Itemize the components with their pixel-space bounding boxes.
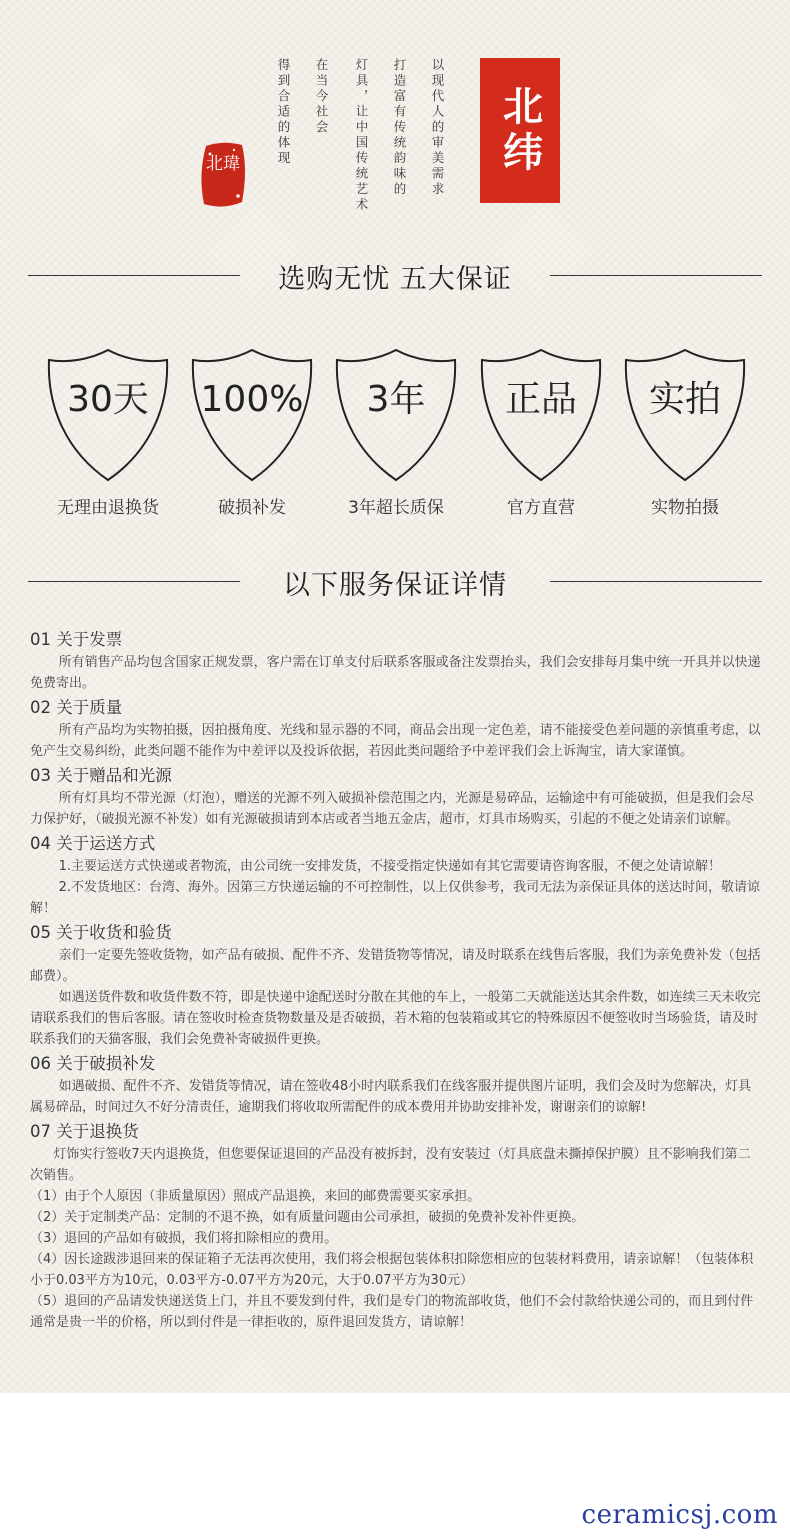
divider-right bbox=[550, 275, 762, 276]
guarantee-caption: 实物拍摄 bbox=[651, 498, 719, 518]
slogan-column-1: 以现代人的审美需求 bbox=[430, 58, 445, 198]
divider-left bbox=[28, 275, 240, 276]
section-paragraph: （5）退回的产品请发快递送货上门，并且不要发到付件，我们是专门的物流部收货，他们不会付款给快递公司的，而且到付件通常是贵一半的价格，所以到付件是一律拒收的，原件退回发货方，请谅解！ bbox=[30, 1294, 754, 1330]
section-heading: 03 关于赠品和光源 bbox=[30, 766, 172, 785]
guarantee-title: 选购无忧 五大保证 bbox=[278, 264, 512, 295]
watermark-text: ceramicsj.com bbox=[581, 1500, 778, 1530]
slogan-column-5: 得到合适的体现 bbox=[276, 58, 291, 167]
guarantee-value: 3年 bbox=[366, 379, 426, 420]
details-title: 以下服务保证详情 bbox=[283, 570, 507, 601]
section-heading: 06 关于破损补发 bbox=[30, 1054, 156, 1073]
section-heading: 07 关于退换货 bbox=[30, 1122, 139, 1141]
guarantee-shield bbox=[478, 348, 604, 482]
seal-text: 北瑋 bbox=[206, 154, 240, 174]
section-paragraph: （4）因长途跋涉退回来的保证箱子无法再次使用，我们将会根据包装体积扣除您相应的包装材料费用，请亲谅解！（包装体积小于0.03平方为10元，0.03平方-0.07平方为20元，大于0.07平方为30元） bbox=[30, 1252, 754, 1288]
divider-left-2 bbox=[28, 581, 240, 582]
guarantee-shield bbox=[189, 348, 315, 482]
red-seal-stamp bbox=[198, 140, 248, 210]
section-heading: 05 关于收货和验货 bbox=[30, 923, 172, 942]
guarantee-caption: 破损补发 bbox=[218, 498, 286, 518]
section-heading: 02 关于质量 bbox=[30, 698, 123, 717]
guarantee-caption: 无理由退换货 bbox=[57, 498, 159, 518]
slogan-column-2: 打造富有传统韵味的 bbox=[392, 58, 407, 198]
section-paragraph: 所有销售产品均包含国家正规发票，客户需在订单支付后联系客服或备注发票抬头，我们会安排每月集中统一开具并以快递免费寄出。 bbox=[30, 655, 761, 691]
section-paragraph: （1）由于个人原因（非质量原因）照成产品退换，来回的邮费需要买家承担。 bbox=[30, 1189, 481, 1204]
guarantee-value: 30天 bbox=[67, 379, 149, 420]
section-paragraph: 所有产品均为实物拍摄，因拍摄角度、光线和显示器的不同，商品会出现一定色差，请不能接受色差问题的亲慎重考虑，以免产生交易纠纷，此类问题不能作为中差评以及投诉依据，若因此类问题给予中差评我们会上诉淘宝，请大家谨慎。 bbox=[30, 723, 761, 759]
section-paragraph: 2.不发货地区：台湾、海外。因第三方快递运输的不可控制性，以上仅供参考，我司无法为亲保证具体的送达时间，敬请谅解！ bbox=[30, 880, 760, 916]
section-heading: 04 关于运送方式 bbox=[30, 834, 156, 853]
guarantee-value: 100% bbox=[200, 379, 304, 420]
slogan-column-4: 在当今社会 bbox=[314, 58, 329, 136]
slogan-column-3: 灯具，让中国传统艺术 bbox=[354, 58, 369, 213]
section-heading: 01 关于发票 bbox=[30, 630, 123, 649]
section-paragraph: 亲们一定要先签收货物，如产品有破损、配件不齐、发错货物等情况，请及时联系在线售后客服，我们为亲免费补发（包括邮费）。 bbox=[30, 948, 761, 984]
brand-logo bbox=[480, 58, 560, 203]
section-paragraph: （3）退回的产品如有破损，我们将扣除相应的费用。 bbox=[30, 1231, 338, 1246]
guarantee-caption: 3年超长质保 bbox=[348, 498, 444, 518]
guarantee-shield bbox=[622, 348, 748, 482]
guarantee-shield bbox=[45, 348, 171, 482]
guarantee-caption: 官方直营 bbox=[507, 498, 575, 518]
section-paragraph: 灯饰实行签收7天内退换货，但您要保证退回的产品没有被拆封，没有安装过（灯具底盘未撕掉保护膜）且不影响我们第二次销售。 bbox=[30, 1147, 751, 1183]
brand-name: 北纬 bbox=[496, 84, 544, 177]
section-paragraph: 如遇送货件数和收货件数不符，即是快递中途配送时分散在其他的车上，一般第二天就能送达其余件数，如连续三天未收完请联系我们的售后客服。请在签收时检查货物数量及是否破损，若木箱的包装箱或其它的特殊原因不便签收时当场验货，请及时联系我们的天猫客服，我们会免费补寄破损件更换。 bbox=[30, 990, 761, 1047]
section-paragraph: （2）关于定制类产品：定制的不退不换，如有质量问题由公司承担，破损的免费补发补件更换。 bbox=[30, 1210, 585, 1225]
section-paragraph: 1.主要运送方式快递或者物流，由公司统一安排发货，不接受指定快递如有其它需要请咨询客服，不便之处请谅解！ bbox=[58, 859, 721, 874]
guarantee-value: 正品 bbox=[504, 379, 577, 420]
section-paragraph: 所有灯具均不带光源（灯泡），赠送的光源不列入破损补偿范围之内，光源是易碎品，运输途中有可能破损，但是我们会尽力保护好，（破损光源不补发）如有光源破损请到本店或者当地五金店，超市，灯具市场购买，引起的不便之处请亲们谅解。 bbox=[30, 791, 755, 827]
section-paragraph: 如遇破损、配件不齐、发错货等情况，请在签收48小时内联系我们在线客服并提供图片证明，我们会及时为您解决，灯具属易碎品，时间过久不好分清责任，逾期我们将收取所需配件的成本费用并协助安排补发，谢谢亲们的谅解! bbox=[30, 1079, 752, 1115]
guarantee-shield bbox=[333, 348, 459, 482]
divider-right-2 bbox=[550, 581, 762, 582]
guarantee-value: 实拍 bbox=[648, 379, 721, 420]
service-details bbox=[30, 628, 762, 1333]
